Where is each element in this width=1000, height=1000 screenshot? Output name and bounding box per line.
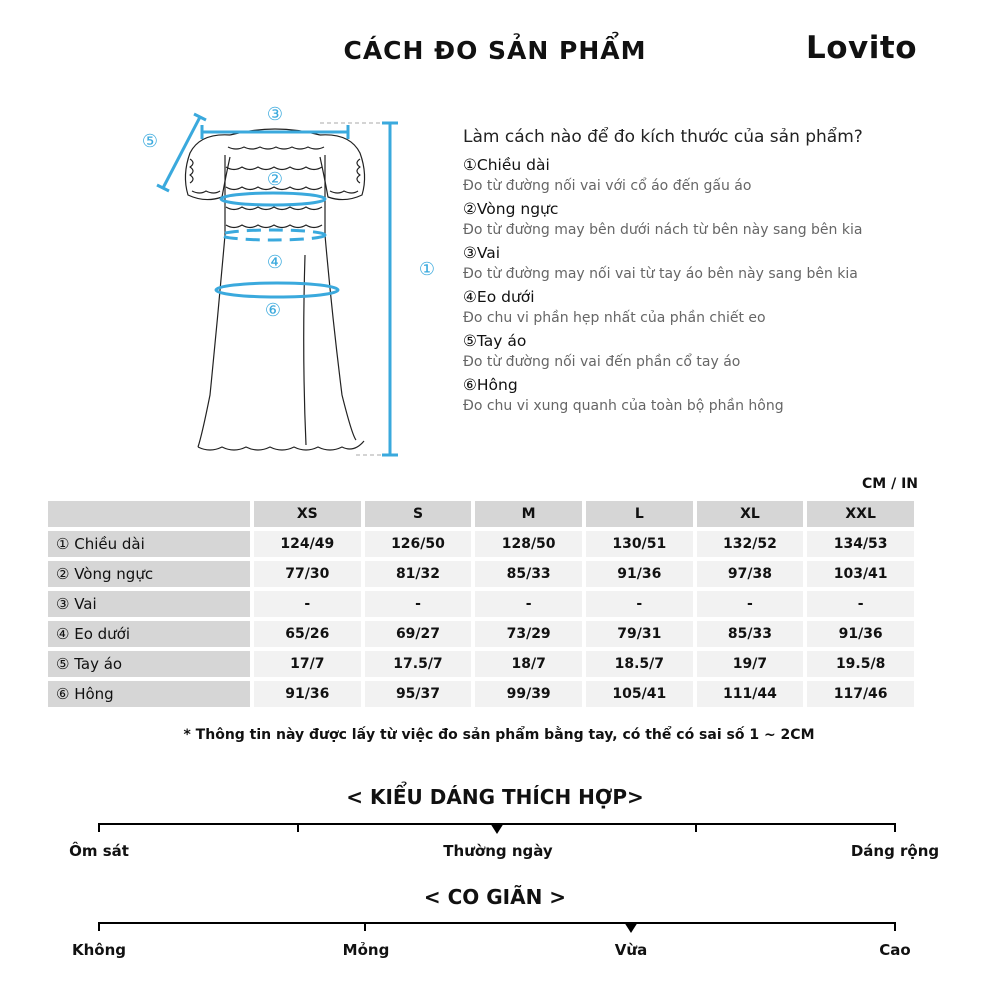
- guide-item-name: ②Vòng ngực: [463, 200, 559, 218]
- table-cell: 128/50: [475, 531, 582, 557]
- table-cell: 134/53: [807, 531, 914, 557]
- guide-item-desc: Đo từ đường may bên dưới nách từ bên này sang bên kia: [463, 222, 863, 238]
- table-cell: -: [365, 591, 472, 617]
- table-cell: -: [254, 591, 361, 617]
- row-label: ④ Eo dưới: [48, 621, 250, 647]
- stretch-scale-tick: [364, 922, 366, 931]
- fit-label: Ôm sát: [69, 842, 129, 860]
- guide-item-desc: Đo từ đường may nối vai từ tay áo bên này sang bên kia: [463, 266, 858, 282]
- brand-logo: Lovito: [806, 30, 918, 66]
- fit-scale-tick: [695, 823, 697, 832]
- size-table: [44, 497, 918, 711]
- fit-label: Dáng rộng: [850, 842, 940, 860]
- table-cell: 91/36: [254, 681, 361, 707]
- callout-bust: ②: [266, 169, 284, 190]
- row-label: ① Chiều dài: [48, 531, 250, 557]
- table-cell: 85/33: [475, 561, 582, 587]
- dress-measurement-diagram: [130, 95, 450, 470]
- size-header: XXL: [807, 501, 914, 527]
- guide-item-desc: Đo từ đường nối vai đến phần cổ tay áo: [463, 354, 741, 370]
- unit-label: CM / IN: [862, 476, 918, 492]
- table-cell: 81/32: [365, 561, 472, 587]
- table-row: [48, 621, 914, 647]
- guide-title: Làm cách nào để đo kích thước của sản phẩm?: [463, 127, 863, 147]
- callout-shoulder: ③: [266, 104, 284, 125]
- size-header: S: [365, 501, 472, 527]
- measurement-guides: [157, 114, 398, 455]
- size-header: M: [475, 501, 582, 527]
- dashed-guides: [320, 123, 382, 455]
- guide-item-bust: [463, 199, 963, 240]
- measurement-guide: [463, 127, 963, 419]
- size-header: XS: [254, 501, 361, 527]
- fit-scale-tick: [297, 823, 299, 832]
- table-corner-cell: [48, 501, 250, 527]
- guide-item-sleeve: [463, 331, 963, 372]
- guide-item-name: ③Vai: [463, 244, 501, 262]
- stretch-label: Vừa: [614, 941, 648, 959]
- table-cell: 95/37: [365, 681, 472, 707]
- guide-item-desc: Đo chu vi phần hẹp nhất của phần chiết eo: [463, 310, 766, 326]
- stretch-label: Cao: [879, 941, 911, 959]
- table-cell: 105/41: [586, 681, 693, 707]
- guide-item-name: ⑤Tay áo: [463, 332, 527, 350]
- row-label: ② Vòng ngực: [48, 561, 250, 587]
- row-label: ③ Vai: [48, 591, 250, 617]
- table-cell: 91/36: [586, 561, 693, 587]
- guide-item-hip: [463, 375, 963, 416]
- row-label: ⑥ Hông: [48, 681, 250, 707]
- measurement-note: * Thông tin này được lấy từ việc đo sản phẩm bằng tay, có thể có sai số 1 ~ 2CM: [183, 727, 815, 743]
- table-row: [48, 591, 914, 617]
- table-cell: 77/30: [254, 561, 361, 587]
- table-row: [48, 651, 914, 677]
- table-cell: 117/46: [807, 681, 914, 707]
- fit-scale-tick: [98, 823, 100, 832]
- table-cell: 19.5/8: [807, 651, 914, 677]
- page-title: CÁCH ĐO SẢN PHẨM: [343, 36, 647, 65]
- table-cell: 85/33: [697, 621, 804, 647]
- stretch-scale-title: < CO GIÃN >: [423, 885, 567, 909]
- size-header: XL: [697, 501, 804, 527]
- stretch-label: Không: [71, 941, 127, 959]
- table-cell: 18.5/7: [586, 651, 693, 677]
- guide-item-name: ⑥Hông: [463, 376, 518, 394]
- callout-hip: ⑥: [264, 300, 282, 321]
- table-cell: -: [475, 591, 582, 617]
- table-row: [48, 681, 914, 707]
- table-cell: 79/31: [586, 621, 693, 647]
- table-cell: -: [697, 591, 804, 617]
- table-cell: -: [807, 591, 914, 617]
- fit-label: Thường ngày: [443, 842, 553, 860]
- table-cell: 130/51: [586, 531, 693, 557]
- size-header: L: [586, 501, 693, 527]
- fit-scale-title: < KIỂU DÁNG THÍCH HỢP>: [346, 785, 644, 809]
- table-cell: 111/44: [697, 681, 804, 707]
- table-cell: 69/27: [365, 621, 472, 647]
- stretch-selected-marker: [624, 922, 638, 933]
- row-label: ⑤ Tay áo: [48, 651, 250, 677]
- table-cell: 124/49: [254, 531, 361, 557]
- table-cell: 18/7: [475, 651, 582, 677]
- table-cell: 103/41: [807, 561, 914, 587]
- callout-sleeve: ⑤: [141, 131, 159, 152]
- stretch-scale-tick: [98, 922, 100, 931]
- stretch-scale-tick: [894, 922, 896, 931]
- table-cell: 73/29: [475, 621, 582, 647]
- table-cell: 99/39: [475, 681, 582, 707]
- guide-item-length: [463, 155, 963, 196]
- guide-item-shoulder: [463, 243, 963, 284]
- fit-selected-marker: [490, 823, 504, 834]
- table-cell: 132/52: [697, 531, 804, 557]
- table-cell: 126/50: [365, 531, 472, 557]
- stretch-label: Mỏng: [342, 941, 390, 959]
- table-cell: -: [586, 591, 693, 617]
- table-cell: 65/26: [254, 621, 361, 647]
- guide-item-desc: Đo từ đường nối vai với cổ áo đến gấu áo: [463, 178, 752, 194]
- fit-scale-tick: [894, 823, 896, 832]
- guide-item-name: ①Chiều dài: [463, 156, 550, 174]
- stretch-scale-line: [98, 922, 896, 924]
- callout-waist: ④: [266, 252, 284, 273]
- table-header-row: [48, 501, 914, 527]
- table-cell: 19/7: [697, 651, 804, 677]
- table-cell: 17/7: [254, 651, 361, 677]
- guide-item-name: ④Eo dưới: [463, 288, 535, 306]
- callout-length: ①: [418, 259, 436, 280]
- table-cell: 91/36: [807, 621, 914, 647]
- table-row: [48, 561, 914, 587]
- table-cell: 17.5/7: [365, 651, 472, 677]
- guide-item-waist: [463, 287, 963, 328]
- table-cell: 97/38: [697, 561, 804, 587]
- guide-item-desc: Đo chu vi xung quanh của toàn bộ phần hông: [463, 398, 784, 414]
- table-row: [48, 531, 914, 557]
